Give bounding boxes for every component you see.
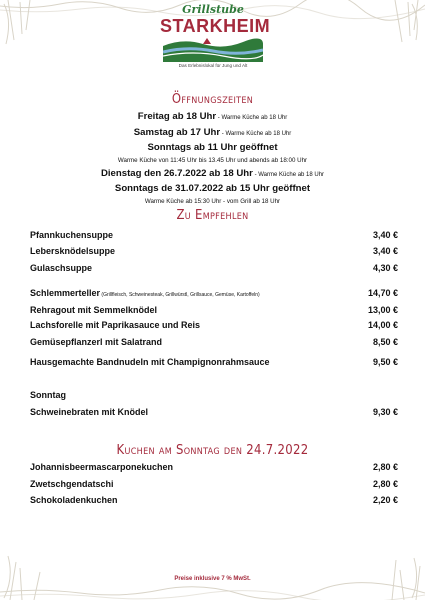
item-name: Schlemmerteller (Grillfleisch, Schweinesteak, Grillwürstl, Grillsauce, Gemüse, Kartoffeln)	[30, 288, 260, 298]
hours-note: Warme Küche ab 15:30 Uhr - vom Grill ab 18 Uhr	[144, 197, 281, 205]
logo-tagline: Das Erlebnislokal für Jung und Alt	[178, 63, 248, 68]
item-price: 2,80 €	[372, 462, 398, 472]
hours-note: Warme Küche von 11:45 Uhr bis 13.45 Uhr und abends ab 18:00 Uhr	[117, 156, 308, 164]
menu-item	[30, 230, 398, 244]
menu-item	[30, 246, 398, 260]
item-price: 9,30 €	[372, 407, 398, 417]
item-price: 8,50 €	[372, 337, 398, 347]
item-name: Gemüsepflanzerl mit Salatrand	[30, 337, 163, 347]
logo-line-1: Grillstube	[182, 3, 244, 16]
item-name: Johannisbeermascarponekuchen	[30, 462, 174, 472]
item-name: Schweinebraten mit Knödel	[30, 407, 149, 417]
item-description: (Grillfleisch, Schweinesteak, Grillwürstl, Grillsauce, Gemüse, Kartoffeln)	[100, 292, 260, 298]
hours-line: Freitag ab 18 Uhr - Warme Küche ab 18 Uhr	[137, 111, 288, 122]
hours-line: Sonntags ab 11 Uhr geöffnet	[147, 142, 278, 153]
menu-item	[30, 305, 398, 319]
item-name: Hausgemachte Bandnudeln mit Champignonrahmsauce	[30, 357, 270, 367]
item-price: 13,00 €	[367, 305, 398, 315]
item-price: 3,40 €	[372, 246, 398, 256]
item-price: 4,30 €	[372, 263, 398, 273]
menu-item	[30, 357, 398, 371]
logo-landscape-icon	[163, 36, 263, 62]
opening-hours-title: Öffnungszeiten	[171, 92, 254, 107]
item-price: 2,80 €	[372, 479, 398, 489]
item-name: Rehragout mit Semmelknödel	[30, 305, 158, 315]
hours-line: Samstag ab 17 Uhr - Warme Küche ab 18 Uhr	[133, 126, 292, 138]
item-name: Lebersknödelsuppe	[30, 246, 116, 256]
menu-item	[30, 495, 398, 509]
item-name: Gulaschsuppe	[30, 263, 93, 273]
item-price: 3,40 €	[372, 230, 398, 240]
logo	[160, 3, 271, 78]
hours-line: Sonntags de 31.07.2022 ab 15 Uhr geöffnet	[114, 183, 311, 194]
menu-item	[30, 263, 398, 277]
menu-item	[30, 320, 398, 334]
sunday-label: Sonntag	[30, 390, 66, 400]
menu-item	[30, 407, 398, 421]
logo-line-2: STARKHEIM	[160, 16, 271, 36]
hours-line: Dienstag den 26.7.2022 ab 18 Uhr - Warme Küche ab 18 Uhr	[100, 167, 325, 179]
recommend-title: Zu Empfehlen	[176, 208, 249, 223]
footer-note: Preise inklusive 7 % MwSt.	[174, 576, 251, 582]
item-price: 2,20 €	[372, 495, 398, 505]
item-name: Pfannkuchensuppe	[30, 230, 114, 240]
item-price: 9,50 €	[372, 357, 398, 367]
opening-hours	[0, 109, 425, 207]
item-name: Schokoladenkuchen	[30, 495, 118, 505]
item-price: 14,00 €	[367, 320, 398, 330]
menu-item	[30, 479, 398, 493]
item-name: Zwetschgendatschi	[30, 479, 114, 489]
menu-item	[30, 462, 398, 476]
grass-decoration-bottom	[0, 548, 425, 600]
menu-item	[30, 288, 398, 302]
item-name: Lachsforelle mit Paprikasauce und Reis	[30, 320, 201, 330]
cakes-title: Kuchen am Sonntag den 24.7.2022	[116, 443, 309, 458]
menu-item	[30, 337, 398, 351]
item-price: 14,70 €	[367, 288, 398, 298]
